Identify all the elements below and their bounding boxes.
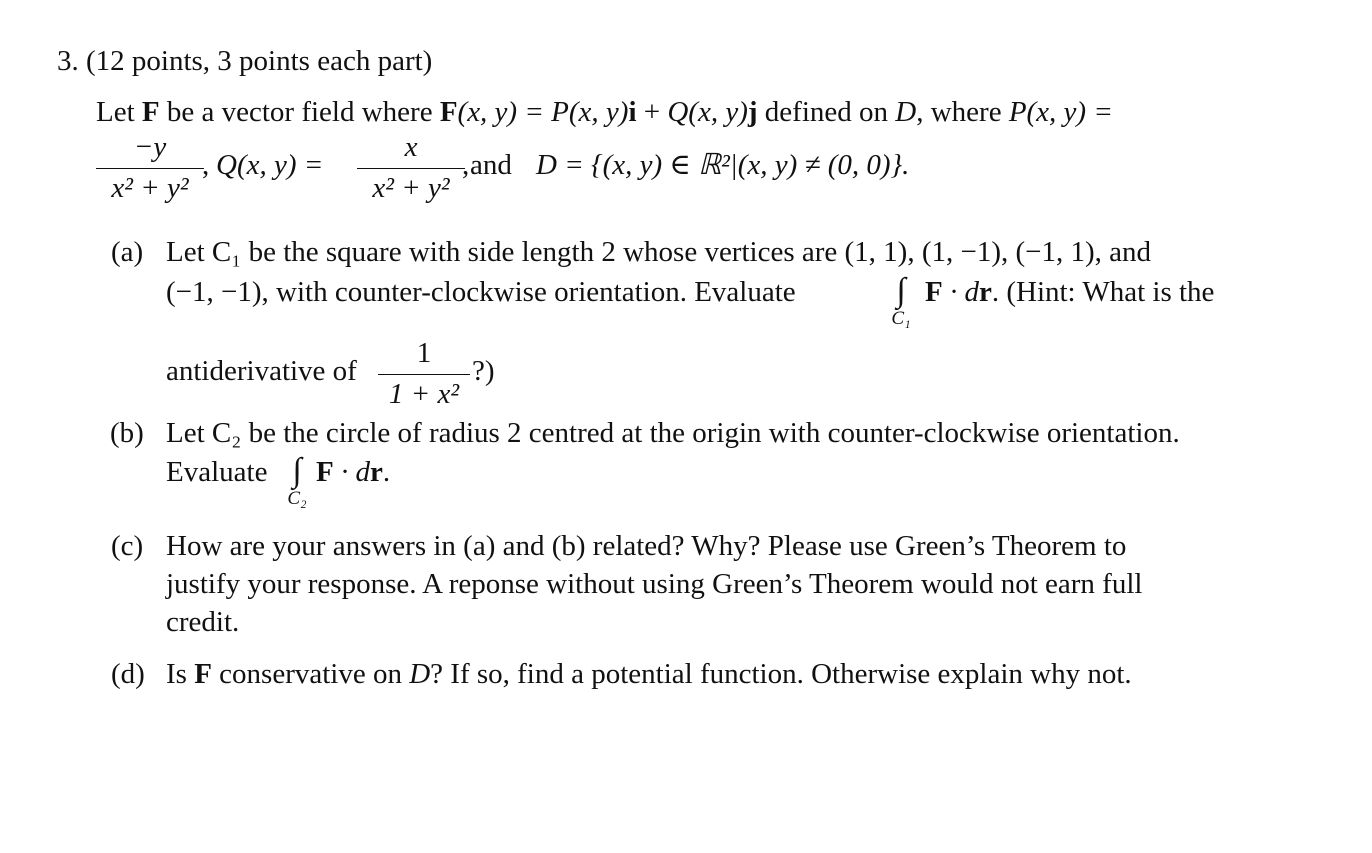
- problem-heading: [57, 44, 432, 78]
- part-a-label: (a): [111, 236, 144, 268]
- part-a-line-2-start: (−1, −1), with counter-clockwise orientation. Evaluate: [166, 276, 796, 308]
- q-lhs: Q(x, y) =: [216, 149, 324, 181]
- part-b-label: (b): [110, 417, 144, 449]
- domain-definition: D = {(x, y) ∈ ℝ²|(x, y) ≠ (0, 0)}.: [536, 149, 910, 181]
- part-c-line-1: How are your answers in (a) and (b) related? Why? Please use Green’s Theorem to: [166, 530, 1127, 562]
- intro-and: and: [470, 149, 512, 181]
- part-d-text-before: Is: [166, 658, 195, 690]
- q-fraction-bar: [357, 168, 465, 169]
- hint-fraction-numerator: 1: [416, 337, 432, 369]
- p-fraction-bar: [96, 168, 204, 169]
- part-d-text-mid: conservative on: [211, 658, 410, 690]
- part-d-text-after: ? If so, find a potential function. Otherwise explain why not.: [430, 658, 1132, 690]
- part-b-line-2-end: .: [382, 456, 391, 488]
- intro-def-lhs: (x, y) = P(x, y): [457, 96, 629, 128]
- p-fraction: [96, 130, 204, 205]
- part-b-integrand-dot-d: · d: [333, 456, 370, 488]
- part-b-integral-subscript: C₂: [287, 488, 307, 509]
- part-b-line-1: Let C₂ be the circle of radius 2 centred at the origin with counter-clockwise orientation.: [166, 417, 1180, 449]
- intro-line-1: [96, 95, 1113, 129]
- intro-let: Let: [96, 96, 135, 128]
- part-c-label: (c): [111, 530, 144, 562]
- intro-vector-field-text: be a vector field where: [159, 96, 440, 128]
- part-a-integral: [884, 273, 918, 329]
- part-d-label: (d): [111, 658, 145, 690]
- part-d-D: D: [409, 658, 431, 690]
- intro-bold-j: j: [747, 96, 758, 128]
- part-a-line-2-end: . (Hint: What is the: [991, 276, 1215, 308]
- p-fraction-denominator: x² + y²: [111, 172, 189, 204]
- intro-comma-2: ,: [462, 149, 470, 181]
- part-a-integrand-r: r: [978, 276, 992, 308]
- part-a-integrand: [925, 275, 1214, 309]
- part-d-bold-F: F: [194, 658, 212, 690]
- intro-plus: +: [636, 96, 668, 128]
- part-c-line-3: credit.: [166, 606, 240, 638]
- intro-comma-1: ,: [202, 149, 210, 181]
- q-fraction-numerator: x: [404, 131, 418, 163]
- part-a-integrand-F: F: [925, 276, 943, 308]
- part-a-line-3-end: ?): [472, 355, 495, 387]
- part-b-line-2-start: Evaluate: [166, 456, 268, 488]
- intro-where-text: , where: [916, 96, 1009, 128]
- part-b-integrand-r: r: [369, 456, 383, 488]
- intro-bold-i: i: [628, 96, 637, 128]
- hint-fraction-bar: [378, 374, 470, 375]
- problem-number: 3.: [57, 45, 79, 77]
- q-fraction: [357, 130, 465, 205]
- part-a-line-3: antiderivative of: [166, 355, 357, 387]
- hint-fraction: [378, 336, 470, 411]
- intro-D: D: [895, 96, 917, 128]
- p-fraction-numerator: −y: [133, 131, 167, 163]
- intro-bold-F: F: [141, 96, 160, 128]
- intro-P-def: P(x, y) =: [1008, 96, 1113, 128]
- hint-fraction-denominator: 1 + x²: [388, 378, 460, 410]
- intro-bold-F-2: F: [439, 96, 458, 128]
- integral-sign-icon: ∫: [292, 452, 302, 489]
- part-a-integrand-dot-d: · d: [942, 276, 979, 308]
- intro-def-q: Q(x, y): [667, 96, 748, 128]
- part-d-text: [166, 657, 1132, 691]
- part-a-integral-subscript: C₁: [891, 308, 911, 329]
- problem-points: (12 points, 3 points each part): [86, 45, 433, 77]
- part-b-integrand: [316, 455, 390, 489]
- intro-defined-text: defined on: [757, 96, 896, 128]
- part-b-integrand-F: F: [316, 456, 334, 488]
- part-a-line-1: Let C₁ be the square with side length 2 whose vertices are (1, 1), (1, −1), (−1, 1), and: [166, 236, 1152, 268]
- q-fraction-denominator: x² + y²: [372, 172, 450, 204]
- part-c-line-2: justify your response. A reponse without using Green’s Theorem would not earn full: [166, 568, 1143, 600]
- integral-sign-icon: ∫: [896, 272, 906, 309]
- part-b-integral: [280, 453, 314, 509]
